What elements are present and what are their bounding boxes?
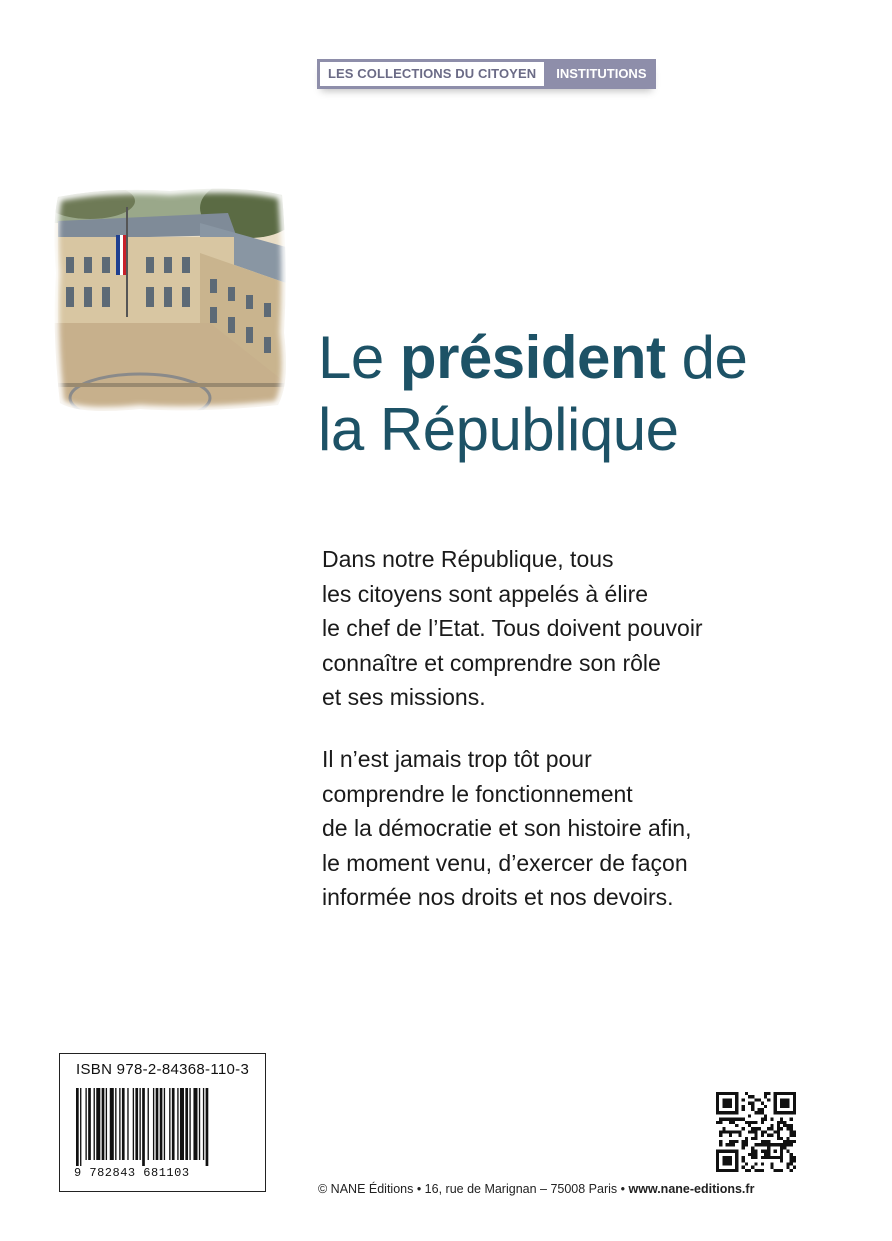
- qr-module: [758, 1108, 761, 1111]
- collection-category-label: INSTITUTIONS: [547, 59, 655, 89]
- barcode-bar: [193, 1088, 197, 1160]
- qr-module: [729, 1140, 732, 1143]
- qr-module: [754, 1130, 757, 1133]
- qr-module: [748, 1102, 751, 1105]
- qr-module: [793, 1156, 796, 1159]
- qr-module: [742, 1118, 745, 1121]
- book-title-line-1: [318, 322, 878, 394]
- qr-module: [790, 1159, 793, 1162]
- qr-module: [742, 1098, 745, 1101]
- qr-module: [780, 1159, 783, 1162]
- qr-module: [777, 1134, 780, 1137]
- qr-module: [767, 1127, 770, 1130]
- qr-module: [761, 1150, 764, 1153]
- qr-module: [780, 1118, 783, 1121]
- barcode-bar: [102, 1088, 105, 1160]
- qr-module: [735, 1124, 738, 1127]
- barcode-bar: [85, 1088, 86, 1160]
- qr-module: [764, 1140, 767, 1143]
- qr-module: [767, 1140, 770, 1143]
- qr-module: [764, 1092, 767, 1095]
- isbn-label: ISBN 978-2-84368-110-3: [76, 1061, 250, 1078]
- qr-module: [754, 1121, 757, 1124]
- qr-module: [774, 1150, 777, 1153]
- qr-module: [761, 1111, 764, 1114]
- qr-module: [732, 1130, 735, 1133]
- qr-module: [738, 1134, 741, 1137]
- qr-module: [719, 1140, 722, 1143]
- qr-module: [761, 1121, 764, 1124]
- qr-module: [742, 1156, 745, 1159]
- qr-module: [783, 1121, 786, 1124]
- book-title: [318, 322, 878, 466]
- qr-module: [793, 1140, 796, 1143]
- qr-module: [735, 1130, 738, 1133]
- qr-module: [722, 1127, 725, 1130]
- qr-module: [780, 1137, 783, 1140]
- qr-module: [748, 1095, 751, 1098]
- qr-module: [738, 1130, 741, 1133]
- qr-module: [786, 1124, 789, 1127]
- elysee-palace-illustration: [50, 183, 290, 415]
- qr-module: [751, 1156, 754, 1159]
- collection-series-label: LES COLLECTIONS DU CITOYEN: [317, 59, 547, 89]
- blurb-line: de la démocratie et son histoire afin,: [322, 815, 692, 841]
- qr-module: [790, 1140, 793, 1143]
- qr-module: [754, 1111, 757, 1114]
- qr-module: [722, 1130, 725, 1133]
- qr-module: [758, 1143, 761, 1146]
- qr-module: [780, 1121, 783, 1124]
- qr-module: [751, 1150, 754, 1153]
- qr-module: [790, 1156, 793, 1159]
- qr-module: [729, 1134, 732, 1137]
- qr-module: [764, 1105, 767, 1108]
- barcode-bar: [160, 1088, 163, 1160]
- qr-module: [774, 1130, 777, 1133]
- qr-module: [754, 1127, 757, 1130]
- qr-module: [726, 1143, 729, 1146]
- qr-module: [770, 1134, 773, 1137]
- qr-module: [751, 1095, 754, 1098]
- qr-module: [777, 1124, 780, 1127]
- book-title-line-2: la République: [318, 396, 679, 463]
- qr-module: [777, 1130, 780, 1133]
- qr-module: [732, 1121, 735, 1124]
- barcode-bar: [203, 1088, 204, 1160]
- qr-module: [761, 1140, 764, 1143]
- barcode-bar: [172, 1088, 175, 1160]
- barcode-bar: [180, 1088, 184, 1160]
- blurb-line: Dans notre République, tous: [322, 546, 614, 572]
- qr-module: [751, 1166, 754, 1169]
- qr-module: [790, 1169, 793, 1172]
- qr-module: [780, 1169, 783, 1172]
- barcode-bar: [189, 1088, 190, 1160]
- barcode-bar: [206, 1088, 209, 1166]
- barcode-bar: [94, 1088, 95, 1160]
- qr-module: [732, 1143, 735, 1146]
- qr-module: [748, 1121, 751, 1124]
- qr-module: [790, 1143, 793, 1146]
- qr-module: [770, 1166, 773, 1169]
- qr-module: [767, 1134, 770, 1137]
- qr-module: [786, 1162, 789, 1165]
- qr-module: [751, 1105, 754, 1108]
- qr-module: [719, 1130, 722, 1133]
- barcode-bar: [139, 1088, 140, 1160]
- qr-module: [745, 1169, 748, 1172]
- qr-module: [726, 1130, 729, 1133]
- qr-module: [735, 1140, 738, 1143]
- barcode-bar: [127, 1088, 128, 1160]
- qr-module: [754, 1150, 757, 1153]
- qr-module: [758, 1111, 761, 1114]
- blurb-line: comprendre le fonctionnement: [322, 780, 633, 807]
- qr-module: [783, 1143, 786, 1146]
- qr-module: [754, 1162, 757, 1165]
- title-bold-word: président: [399, 324, 666, 391]
- qr-module: [742, 1105, 745, 1108]
- qr-module: [764, 1156, 767, 1159]
- barcode-bar: [164, 1088, 165, 1160]
- qr-module: [786, 1143, 789, 1146]
- qr-module: [761, 1169, 764, 1172]
- qr-module: [783, 1146, 786, 1149]
- qr-module: [751, 1102, 754, 1105]
- qr-module: [783, 1124, 786, 1127]
- blurb-line: Il n’est jamais trop tôt pour: [322, 746, 592, 772]
- qr-module: [786, 1150, 789, 1153]
- qr-module: [742, 1143, 745, 1146]
- qr-module: [735, 1118, 738, 1121]
- collection-tag: [317, 59, 656, 89]
- publisher-address: © NANE Éditions • 16, rue de Marignan – 75008 Paris •: [318, 1182, 629, 1196]
- qr-module: [745, 1162, 748, 1165]
- blurb-paragraph-1: [322, 542, 822, 715]
- qr-module: [754, 1169, 757, 1172]
- qr-module: [786, 1127, 789, 1130]
- qr-module: [793, 1159, 796, 1162]
- barcode-bar: [76, 1088, 79, 1166]
- qr-module: [754, 1098, 757, 1101]
- qr-module: [754, 1134, 757, 1137]
- qr-module: [761, 1162, 764, 1165]
- qr-module: [780, 1127, 783, 1130]
- qr-module: [726, 1118, 729, 1121]
- qr-module: [758, 1169, 761, 1172]
- qr-module: [742, 1166, 745, 1169]
- blurb-line: et ses missions.: [322, 684, 486, 710]
- qr-module: [767, 1092, 770, 1095]
- qr-module: [793, 1134, 796, 1137]
- qr-module: [790, 1134, 793, 1137]
- qr-module: [754, 1156, 757, 1159]
- barcode-bar: [199, 1088, 200, 1160]
- barcode-bar: [119, 1088, 120, 1160]
- barcode-bar: [153, 1088, 154, 1160]
- qr-module: [722, 1098, 732, 1108]
- barcode-bar: [185, 1088, 188, 1160]
- qr-module: [793, 1130, 796, 1133]
- barcode-bar: [115, 1088, 116, 1160]
- qr-module: [761, 1118, 764, 1121]
- qr-module: [745, 1137, 748, 1140]
- barcode-bar: [122, 1088, 125, 1160]
- barcode-bar: [133, 1088, 134, 1160]
- barcode-bar: [148, 1088, 149, 1160]
- qr-module: [761, 1108, 764, 1111]
- publisher-footer: [318, 1182, 754, 1196]
- qr-module: [761, 1134, 764, 1137]
- qr-module: [729, 1130, 732, 1133]
- qr-code-icon: [716, 1092, 796, 1172]
- barcode-bar: [80, 1088, 81, 1166]
- qr-module: [742, 1159, 745, 1162]
- qr-module: [745, 1121, 748, 1124]
- qr-module: [732, 1118, 735, 1121]
- qr-module: [751, 1153, 754, 1156]
- qr-module: [748, 1114, 751, 1117]
- qr-module: [754, 1137, 757, 1140]
- isbn-block: [59, 1053, 266, 1192]
- barcode-bar: [88, 1088, 91, 1160]
- qr-module: [770, 1118, 773, 1121]
- qr-module: [780, 1098, 790, 1108]
- qr-module: [742, 1108, 745, 1111]
- qr-module: [738, 1118, 741, 1121]
- qr-module: [758, 1098, 761, 1101]
- qr-module: [732, 1140, 735, 1143]
- qr-module: [793, 1166, 796, 1169]
- qr-module: [790, 1162, 793, 1165]
- barcode-bar: [106, 1088, 107, 1160]
- barcode-bar: [110, 1088, 114, 1160]
- qr-module: [751, 1121, 754, 1124]
- qr-module: [729, 1118, 732, 1121]
- qr-module: [745, 1143, 748, 1146]
- qr-module: [761, 1130, 764, 1133]
- qr-module: [719, 1134, 722, 1137]
- qr-module: [745, 1092, 748, 1095]
- barcode-icon: [72, 1088, 254, 1166]
- qr-module: [770, 1124, 773, 1127]
- qr-module: [722, 1156, 732, 1166]
- qr-module: [786, 1137, 789, 1140]
- qr-module: [729, 1121, 732, 1124]
- qr-module: [777, 1137, 780, 1140]
- qr-module: [761, 1143, 764, 1146]
- qr-module: [790, 1153, 793, 1156]
- barcode-bar: [169, 1088, 170, 1160]
- qr-module: [764, 1150, 767, 1153]
- qr-module: [748, 1169, 751, 1172]
- qr-module: [751, 1130, 754, 1133]
- qr-module: [754, 1143, 757, 1146]
- qr-module: [764, 1143, 767, 1146]
- blurb-line: le chef de l’Etat. Tous doivent pouvoir: [322, 615, 703, 641]
- title-part-2: de: [665, 324, 748, 391]
- qr-module: [748, 1153, 751, 1156]
- qr-module: [729, 1143, 732, 1146]
- qr-module: [742, 1146, 745, 1149]
- qr-module: [774, 1169, 777, 1172]
- qr-module: [719, 1121, 722, 1124]
- qr-module: [790, 1127, 793, 1130]
- qr-module: [745, 1140, 748, 1143]
- publisher-website: www.nane-editions.fr: [628, 1182, 755, 1196]
- qr-module: [742, 1140, 745, 1143]
- qr-module: [742, 1127, 745, 1130]
- barcode-bar: [96, 1088, 100, 1160]
- qr-module: [761, 1156, 764, 1159]
- qr-module: [777, 1127, 780, 1130]
- qr-module: [777, 1169, 780, 1172]
- qr-module: [790, 1130, 793, 1133]
- qr-module: [761, 1102, 764, 1105]
- qr-module: [748, 1130, 751, 1133]
- qr-module: [790, 1124, 793, 1127]
- qr-module: [758, 1127, 761, 1130]
- qr-module: [751, 1146, 754, 1149]
- qr-module: [751, 1137, 754, 1140]
- qr-module: [764, 1114, 767, 1117]
- qr-module: [719, 1118, 722, 1121]
- qr-module: [764, 1153, 767, 1156]
- blurb-line: le moment venu, d’exercer de façon: [322, 849, 688, 876]
- qr-module: [751, 1127, 754, 1130]
- isbn-digits: 9 782843 681103: [74, 1166, 190, 1180]
- qr-module: [786, 1166, 789, 1169]
- qr-module: [764, 1095, 767, 1098]
- qr-module: [716, 1121, 719, 1124]
- qr-module: [748, 1124, 751, 1127]
- qr-module: [764, 1118, 767, 1121]
- qr-module: [783, 1140, 786, 1143]
- qr-module: [770, 1162, 773, 1165]
- qr-module: [719, 1143, 722, 1146]
- barcode-bar: [156, 1088, 159, 1160]
- qr-module: [722, 1118, 725, 1121]
- barcode-bar: [142, 1088, 145, 1166]
- blurb-line: connaître et comprendre son rôle: [322, 649, 661, 676]
- barcode-bar: [177, 1088, 178, 1160]
- blurb-line: les citoyens sont appelés à élire: [322, 580, 649, 607]
- qr-module: [770, 1127, 773, 1130]
- qr-module: [764, 1130, 767, 1133]
- barcode-bar: [135, 1088, 138, 1160]
- blurb-paragraph-2: [322, 742, 822, 915]
- qr-module: [790, 1118, 793, 1121]
- qr-module: [767, 1098, 770, 1101]
- blurb-line: informée nos droits et nos devoirs.: [322, 884, 674, 910]
- qr-module: [754, 1153, 757, 1156]
- qr-module: [786, 1140, 789, 1143]
- qr-module: [751, 1108, 754, 1111]
- title-part-1: Le: [318, 324, 400, 391]
- qr-module: [777, 1121, 780, 1124]
